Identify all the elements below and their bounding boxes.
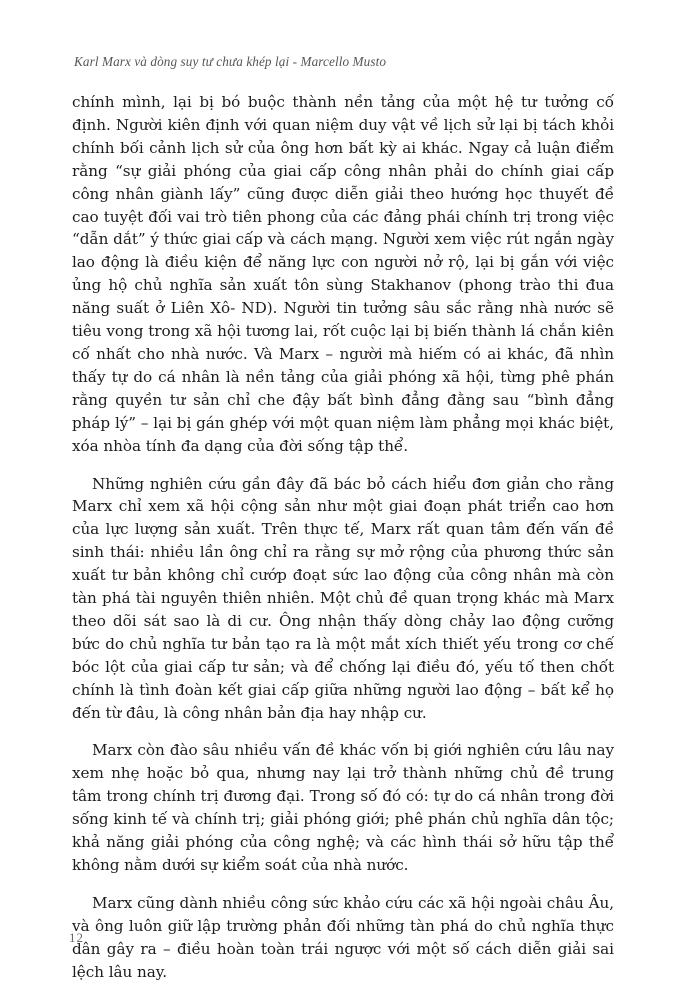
paragraph-continued: chính mình, lại bị bó buộc thành nền tảng của một hệ tư tưởng cố định. Người kiên định với quan niệm duy vật về lịch sử lại bị tách khỏi chính bối cảnh lịch sử của ông hơn bất kỳ ai khác. Ngay cả luận điểm rằng “sự giải phóng của giai cấp công nhân phải do chính giai cấp công nhân giành lấy” cũng được diễn giải theo hướng học thuyết đề cao tuyệt đối vai trò tiên phong của các đảng phái chính trị trong việc “dẫn dắt” ý thức giai cấp và cách mạng. Người xem việc rút ngắn ngày lao động là điều kiện để năng lực con người nở rộ, lại bị gắn với việc ủng hộ chủ nghĩa sản xuất tôn sùng Stakhanov (phong trào thi đua năng suất ở Liên Xô- ND). Người tin tưởng sâu sắc rằng nhà nước sẽ tiêu vong trong xã hội tương lai, rốt cuộc lại bị biến thành lá chắn kiên cố nhất cho nhà nước. Và Marx – người mà hiếm có ai khác, đã nhìn thấy tự do cá nhân là nền tảng của giải phóng xã hội, từng phê phán rằng quyền tư sản chỉ che đậy bất bình đẳng đằng sau “bình đẳng pháp lý” – lại bị gán ghép với một quan niệm làm phẳng mọi khác biệt, xóa nhòa tính đa dạng của đời sống tập thể. (72, 93, 614, 455)
body-text (72, 91, 614, 984)
paragraph-non-european-societies: Marx cũng dành nhiều công sức khảo cứu các xã hội ngoài châu Âu, và ông luôn giữ lập trường phản đối những tàn phá do chủ nghĩa thực dân gây ra – điều hoàn toàn trái ngược với một số cách diễn giải sai lệch lâu nay. (72, 893, 614, 981)
paragraph-recent-research: Những nghiên cứu gần đây đã bác bỏ cách hiểu đơn giản cho rằng Marx chỉ xem xã hội cộng sản như một giai đoạn phát triển cao hơn của lực lượng sản xuất. Trên thực tế, Marx rất quan tâm đến vấn đề sinh thái: nhiều lần ông chỉ ra rằng sự mở rộng của phương thức sản xuất tư bản không chỉ cướp đoạt sức lao động của công nhân mà còn tàn phá tài nguyên thiên nhiên. Một chủ đề quan trọng khác mà Marx theo dõi sát sao là di cư. Ông nhận thấy dòng chảy lao động cưỡng bức do chủ nghĩa tư bản tạo ra là một mắt xích thiết yếu trong cơ chế bóc lột của giai cấp tư sản; và để chống lại điều đó, yếu tố then chốt chính là tình đoàn kết giai cấp giữa những người lao động – bất kể họ đến từ đâu, là công nhân bản địa hay nhập cư. (72, 474, 614, 722)
page-number: 12 (69, 930, 84, 945)
running-header: Karl Marx và dòng suy tư chưa khép lại - Marcello Musto (74, 54, 387, 69)
paragraph-other-issues: Marx còn đào sâu nhiều vấn đề khác vốn bị giới nghiên cứu lâu nay xem nhẹ hoặc bỏ qua, nhưng nay lại trở thành những chủ đề trung tâm trong chính trị đương đại. Trong số đó có: tự do cá nhân trong đời sống kinh tế và chính trị; giải phóng giới; phê phán chủ nghĩa dân tộc; khả năng giải phóng của công nghệ; và các hình thái sở hữu tập thể không nằm dưới sự kiểm soát của nhà nước. (72, 741, 614, 874)
